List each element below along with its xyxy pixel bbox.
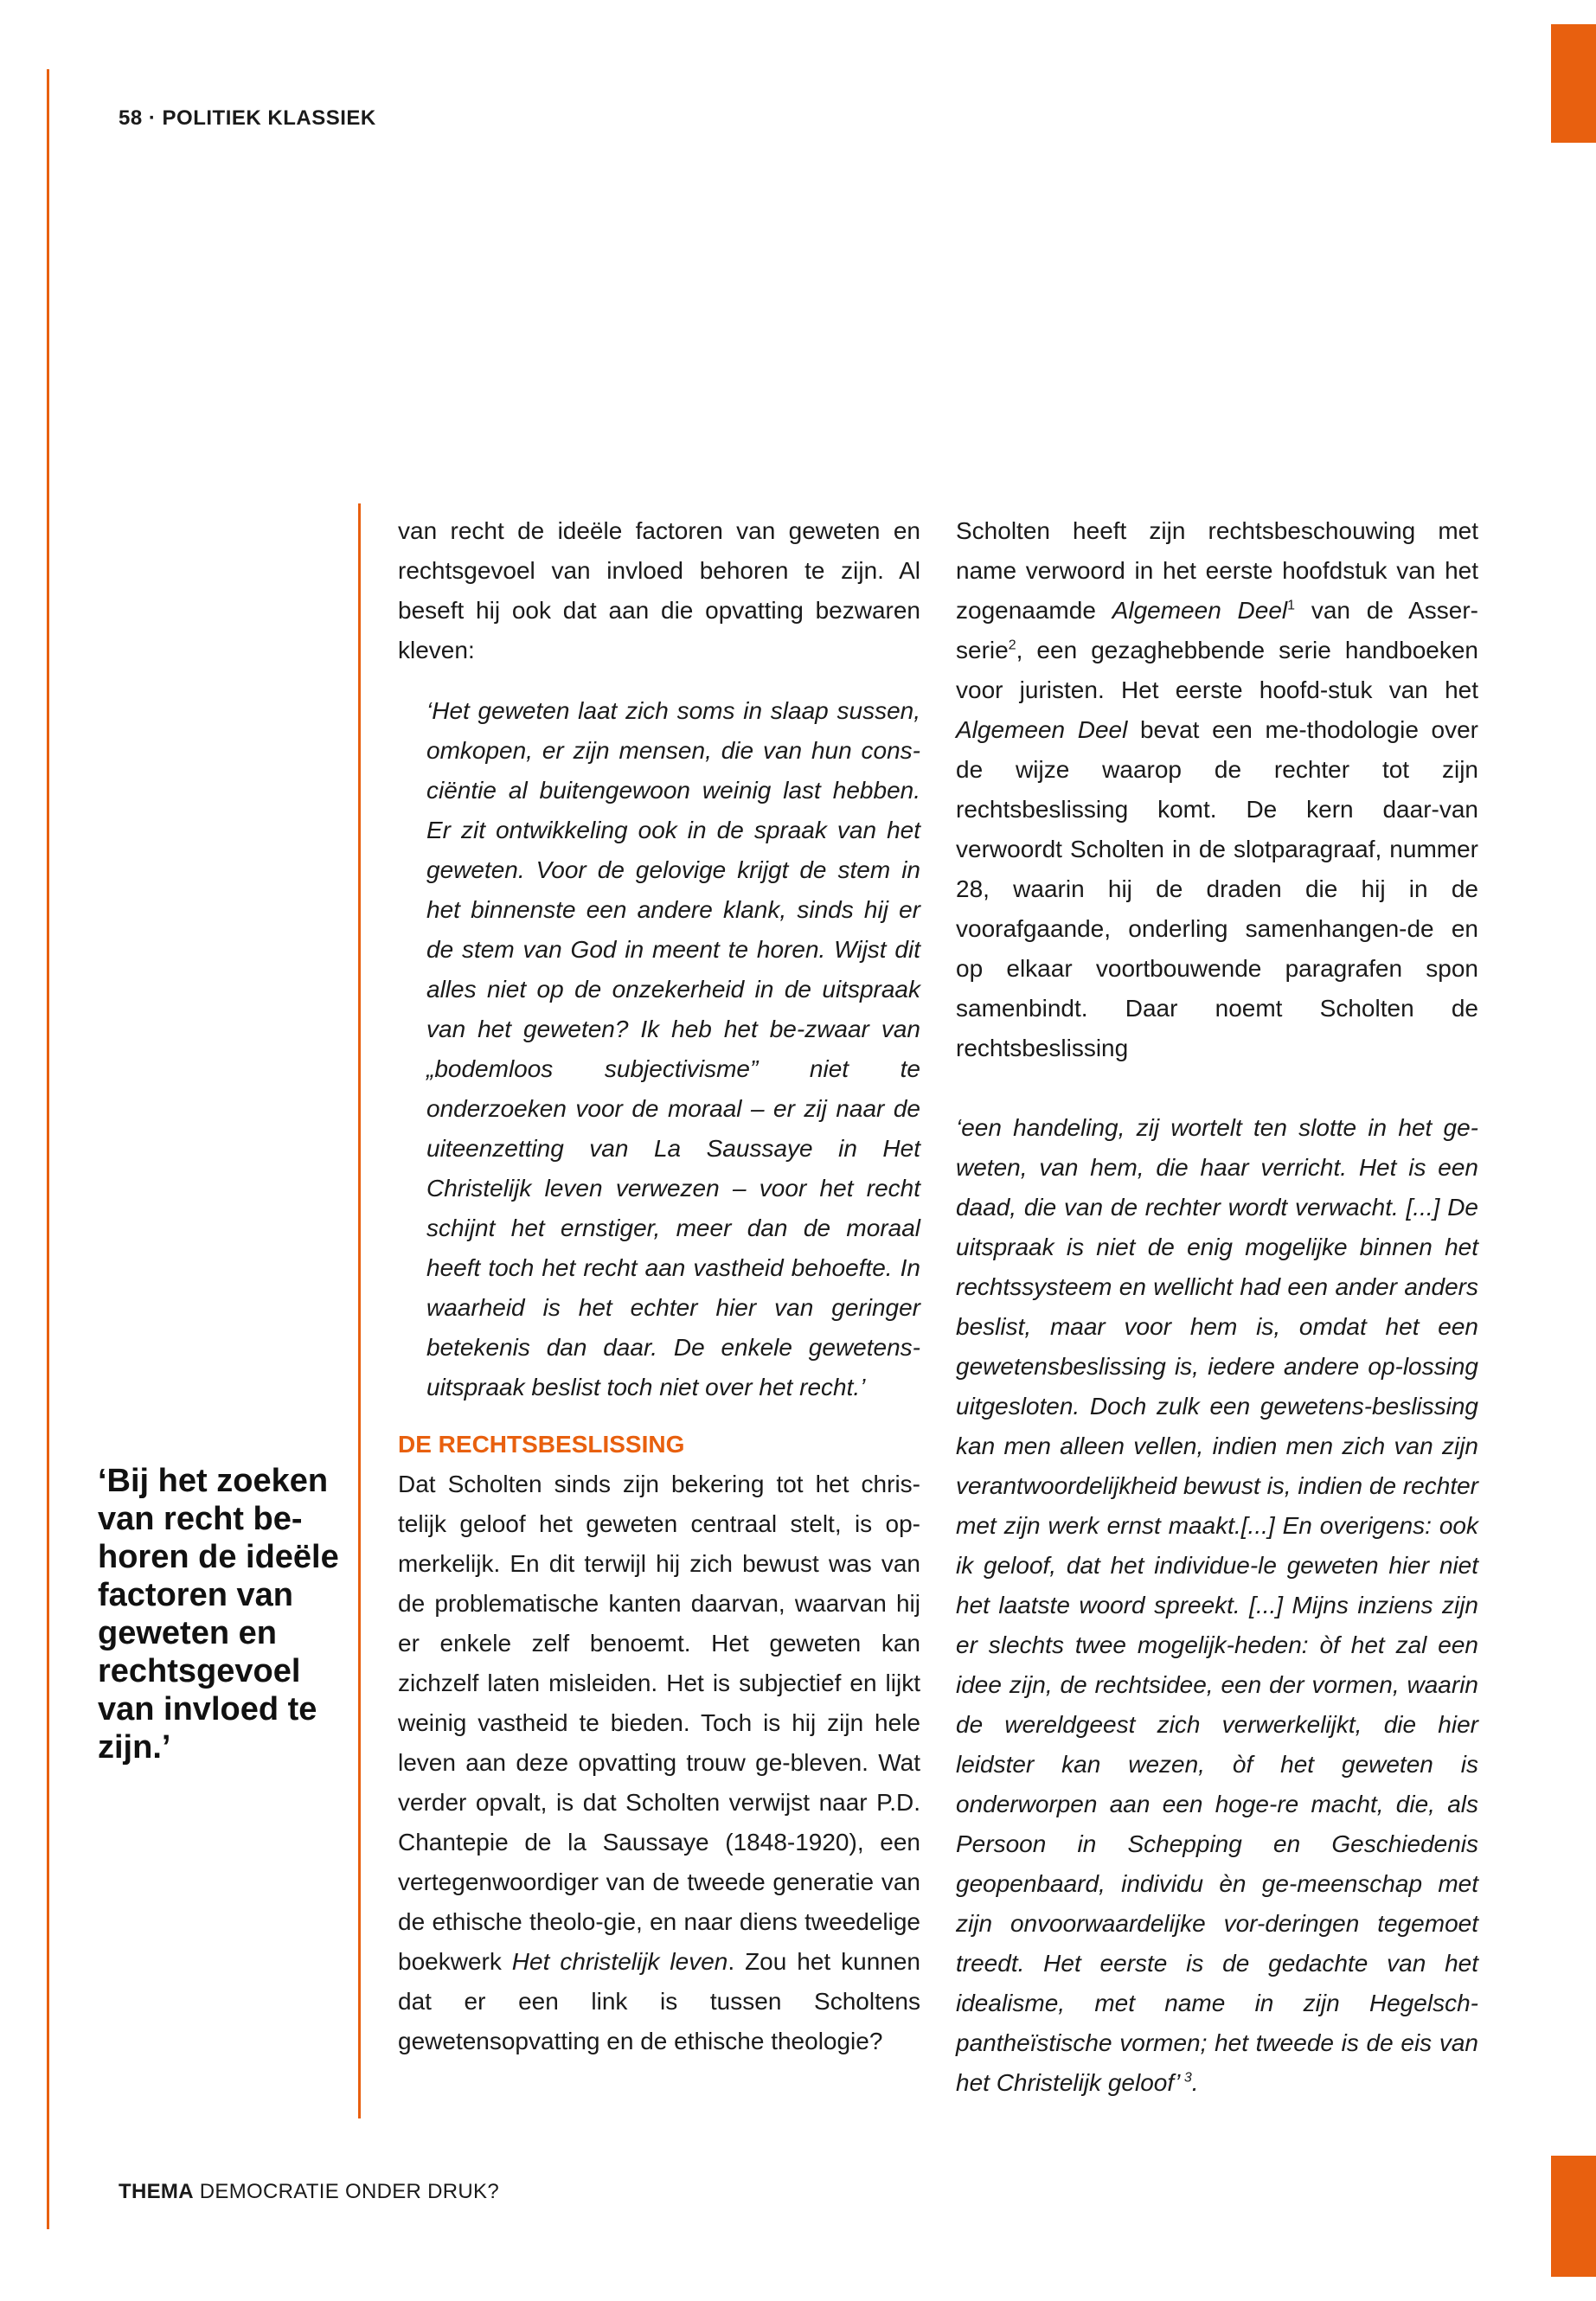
para-text-d: bevat een me-thodologie over de wijze waarop de rechter tot zijn rechtsbeslissing komt. De kern daar-van verwoordt Scholten in de slotparagraaf, nummer 28, waarin hij de draden die hij in de voorafgaande, onderling samenhangen-de en op elkaar voortbouwende paragrafen spon samenbindt. Daar noemt Scholten de rechtsbeslissing [956, 716, 1478, 1061]
page-number: 58 [119, 106, 143, 130]
italic-algemeen-deel-2: Algemeen Deel [956, 716, 1128, 743]
para-text-a: Scholten heeft zijn rechtsbeschouwing met name verwoord in het eerste hoofdstuk van het zogenaamde [956, 517, 1478, 624]
footnote-ref-3: 3 [1180, 2070, 1192, 2086]
section-heading: DE RECHTSBESLISSING [398, 1431, 685, 1458]
page-edge-tab-top [1551, 24, 1596, 143]
body-paragraph [398, 1465, 920, 2061]
body-text-2: . Zou het kunnen dat er een link is tussen Scholtens gewetensopvatting en de ethische theologie? [398, 1948, 921, 2054]
left-margin-rule [47, 69, 49, 2229]
quote-text: ‘een handeling, zij wortelt ten slotte in het ge-weten, van hem, die haar verricht. Het is een daad, die van de rechter wordt verwacht. [...] De uitspraak is niet de enig mogelijke binnen het rechtssysteem en wellicht had een ander anders beslist, maar voor hem is, omdat het een gewetensbeslissing is, iedere andere op-lossing uitgesloten. Doch zulk een gewetens-beslissing kan men alleen vellen, indien men zich van zijn verantwoordelijkheid bewust is, indien de rechter met zijn werk ernst maakt.[...] En overigens: ook ik geloof, dat het individue-le geweten hier niet het laatste woord spreekt. [...] Mijns inziens zijn er slechts twee mogelijk-heden: òf het zal een idee zijn, de rechtsidee, een der vormen, waarin de wereldgeest zich verwerkelijkt, die hier leidster kan wezen, òf het geweten is onderworpen aan een hoge-re macht, die, als Persoon in Schepping en Geschiedenis geopenbaard, individu èn ge-meenschap met zijn onvoorwaardelijke vor-deringen tegemoet treedt. Het eerste is de gedachte van het idealisme, met name in zijn Hegelsch-pantheïstische vormen; het tweede is de eis van het Christelijk geloof’ [956, 1114, 1478, 2096]
para-text-c: , een gezaghebbende serie handboeken voor juristen. Het eerste hoofd-stuk van het [956, 637, 1478, 703]
block-quote-rechtsbeslissing [956, 1108, 1478, 2103]
para-text-b: van de Asser-serie [956, 597, 1479, 663]
text-column-right [956, 511, 1478, 2103]
footnote-ref-2: 2 [1008, 638, 1016, 653]
running-header [119, 106, 376, 131]
body-text-1: Dat Scholten sinds zijn bekering tot het chris-telijk geloof het geweten centraal stelt, is op-merkelijk. En dit terwijl hij zich bewust was van de problematische kanten daarvan, waarvan hij er enkele zelf benoemt. Het geweten kan zichzelf laten misleiden. Het is subjectief en lijkt weinig vastheid te bieden. Toch is hij zijn hele leven aan deze opvatting trouw ge-bleven. Wat verder opvalt, is dat Scholten verwijst naar P.D. Chantepie de la Saussaye (1848-1920), een vertegenwoordiger van de tweede generatie van de ethische theolo-gie, en naar diens tweedelige boekwerk [398, 1471, 920, 1975]
footer-theme-title: DEMOCRATIE ONDER DRUK? [199, 2180, 499, 2203]
book-title: Het christelijk leven [511, 1948, 728, 1975]
intro-paragraph: van recht de ideële factoren van geweten en rechtsgevoel van invloed behoren te zijn. Al beseft hij ook dat aan die opvatting bezwaren kleven: [398, 517, 920, 663]
text-column-left [398, 511, 920, 2061]
quote-end: . [1191, 2069, 1199, 2096]
italic-algemeen-deel: Algemeen Deel [1112, 597, 1288, 624]
pull-quote: ‘Bij het zoeken van recht be-horen de ideële factoren van geweten en rechtsgevoel van invloed te zijn.’ [98, 1463, 339, 1766]
scholten-paragraph [956, 511, 1478, 1068]
footnote-ref-1: 1 [1287, 598, 1296, 613]
section-title: POLITIEK KLASSIEK [162, 106, 376, 130]
column-divider-rule [358, 503, 361, 2118]
page-edge-tab-bottom [1551, 2156, 1596, 2277]
running-footer [119, 2180, 499, 2204]
header-separator: · [148, 106, 157, 130]
footer-theme-label: THEMA [119, 2180, 194, 2203]
block-quote-geweten: ‘Het geweten laat zich soms in slaap sussen, omkopen, er zijn mensen, die van hun cons-ciëntie al buitengewoon weinig last hebben. Er zit ontwikkeling ook in de spraak van het geweten. Voor de gelovige krijgt de stem in het binnenste een andere klank, sinds hij er de stem van God in meent te horen. Wijst dit alles niet op de onzekerheid in de uitspraak van het geweten? Ik heb het be-zwaar van „bodemloos subjectivisme” niet te onderzoeken voor de moraal – er zij naar de uiteenzetting van La Saussaye in Het Christelijk leven verwezen – voor het recht schijnt het ernstiger, meer dan de moraal heeft toch het recht aan vastheid behoefte. In waarheid is het echter hier van geringer betekenis dan daar. De enkele gewetens-uitspraak beslist toch niet over het recht.’ [426, 697, 920, 1400]
